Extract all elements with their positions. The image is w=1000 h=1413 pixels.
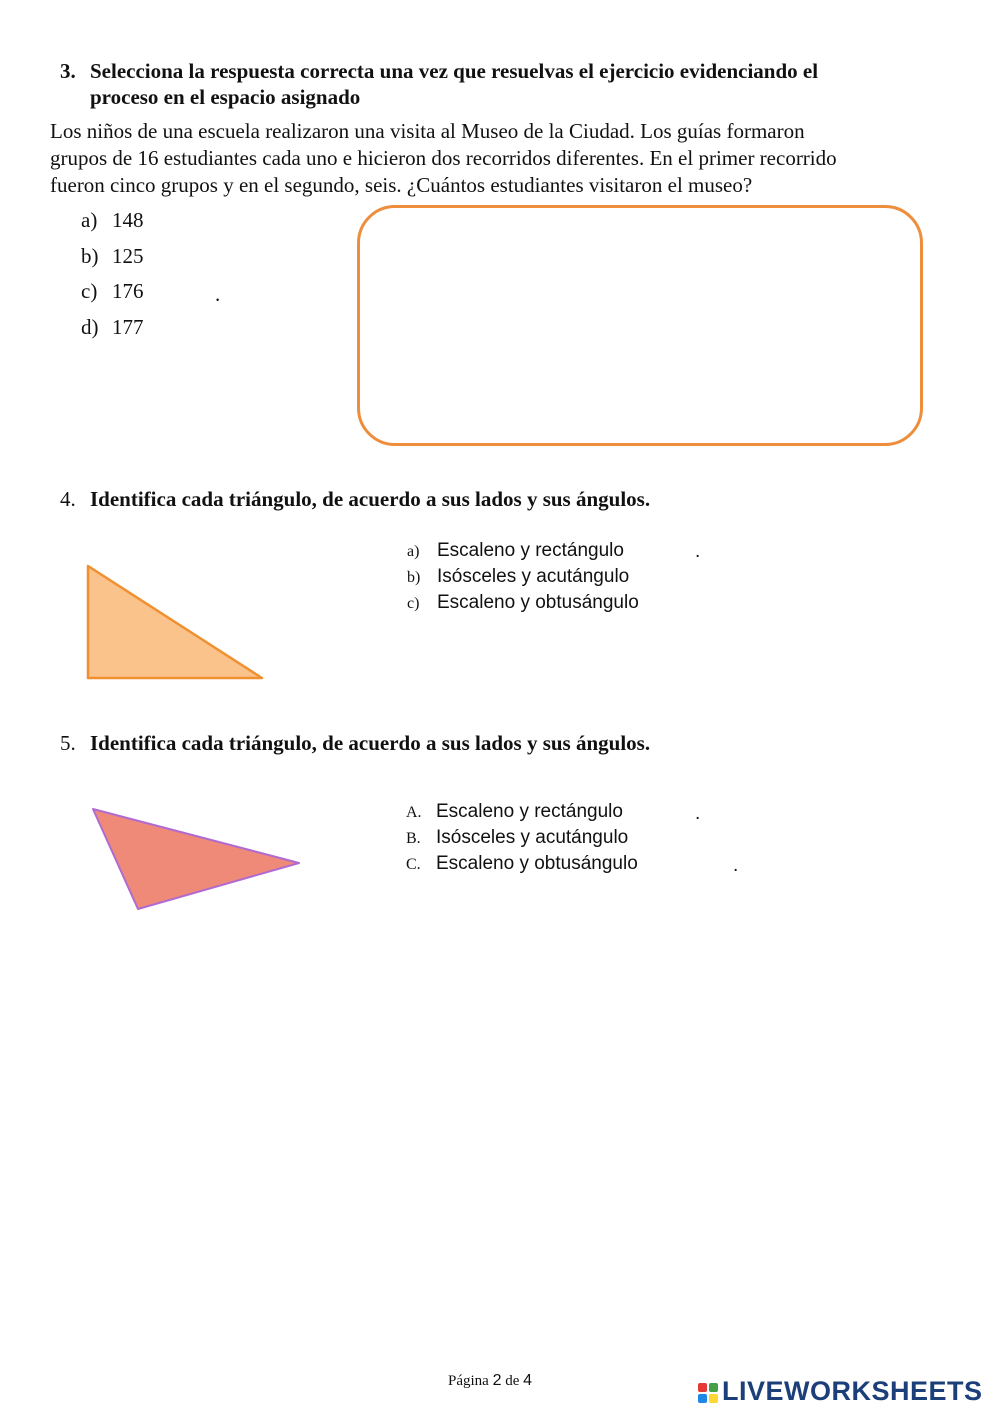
page-number <box>448 1372 532 1390</box>
mark-square <box>709 1383 718 1392</box>
q5-stray-mark-2: . <box>733 855 739 876</box>
option-text: 176 <box>112 279 144 303</box>
q4-triangle <box>80 560 270 685</box>
option-letter: c) <box>407 595 420 612</box>
q3-answer-box[interactable] <box>357 205 923 446</box>
option-text: Escaleno y obtusángulo <box>436 853 638 874</box>
q5-option-c[interactable] <box>406 852 638 878</box>
option-letter: c) <box>81 279 98 303</box>
q4-instruction <box>60 486 960 512</box>
option-letter: B. <box>406 830 421 847</box>
option-text: 148 <box>112 208 144 232</box>
q4-instruction-text: Identifica cada triángulo, de acuerdo a sus lados y sus ángulos. <box>90 487 651 511</box>
q4-option-a[interactable] <box>407 539 639 565</box>
q5-option-b[interactable] <box>406 826 638 852</box>
q4-option-b[interactable] <box>407 565 639 591</box>
q3-problem <box>50 118 970 199</box>
q3-option-c[interactable] <box>81 278 144 314</box>
mark-square <box>698 1394 707 1403</box>
option-letter: C. <box>406 856 421 873</box>
option-letter: d) <box>81 314 99 339</box>
page-word: Página <box>448 1373 489 1389</box>
q5-instruction-text: Identifica cada triángulo, de acuerdo a sus lados y sus ángulos. <box>90 731 651 755</box>
q5-number: 5. <box>60 731 76 755</box>
option-letter: b) <box>407 569 421 586</box>
q3-option-b[interactable] <box>81 243 144 279</box>
q4-options <box>407 539 639 617</box>
option-text: Escaleno y obtusángulo <box>437 592 639 613</box>
q5-options <box>406 800 638 878</box>
mark-square <box>698 1383 707 1392</box>
option-text: 177 <box>112 314 144 339</box>
liveworksheets-logo[interactable] <box>698 1376 983 1407</box>
page-total: 4 <box>523 1372 533 1389</box>
q5-option-a[interactable] <box>406 800 638 826</box>
q4-stray-mark: . <box>695 541 701 562</box>
option-text: Escaleno y rectángulo <box>437 540 624 561</box>
option-letter: A. <box>406 804 422 821</box>
option-letter: b) <box>81 243 99 268</box>
q3-instruction <box>60 58 960 110</box>
q3-option-a[interactable] <box>81 207 144 243</box>
mark-square <box>709 1394 718 1403</box>
page-current: 2 <box>492 1372 502 1389</box>
option-text: Escaleno y rectángulo <box>436 801 623 822</box>
q3-options <box>81 207 144 349</box>
liveworksheets-mark-icon <box>698 1383 718 1403</box>
q3-instruction-line1: Selecciona la respuesta correcta una vez que resuelvas el ejercicio evidenciando el <box>90 59 819 83</box>
q3-number: 3. <box>60 59 76 83</box>
q5-instruction <box>60 730 960 756</box>
q3-problem-line3: fueron cinco grupos y en el segundo, seis. ¿Cuántos estudiantes visitaron el museo? <box>50 173 753 197</box>
liveworksheets-text: LIVEWORKSHEETS <box>722 1376 983 1406</box>
option-text: Isósceles y acutángulo <box>436 827 629 848</box>
q3-problem-line1: Los niños de una escuela realizaron una visita al Museo de la Ciudad. Los guías formaron <box>50 119 805 143</box>
q3-instruction-line2: proceso en el espacio asignado <box>90 85 361 109</box>
option-letter: a) <box>407 543 420 560</box>
q4-option-c[interactable] <box>407 591 639 617</box>
page-of: de <box>505 1373 520 1389</box>
q3-option-d[interactable] <box>81 314 144 350</box>
option-text: 125 <box>112 243 144 268</box>
obtuse-triangle-shape <box>93 809 299 909</box>
option-text: Isósceles y acutángulo <box>437 566 630 587</box>
q3-stray-mark: . <box>215 282 221 306</box>
q5-stray-mark-1: . <box>695 803 701 824</box>
q4-number: 4. <box>60 487 76 511</box>
q5-triangle <box>85 800 310 918</box>
q3-problem-line2: grupos de 16 estudiantes cada uno e hicieron dos recorridos diferentes. En el primer recorrido <box>50 146 837 170</box>
right-triangle-shape <box>88 566 262 678</box>
option-letter: a) <box>81 208 98 232</box>
